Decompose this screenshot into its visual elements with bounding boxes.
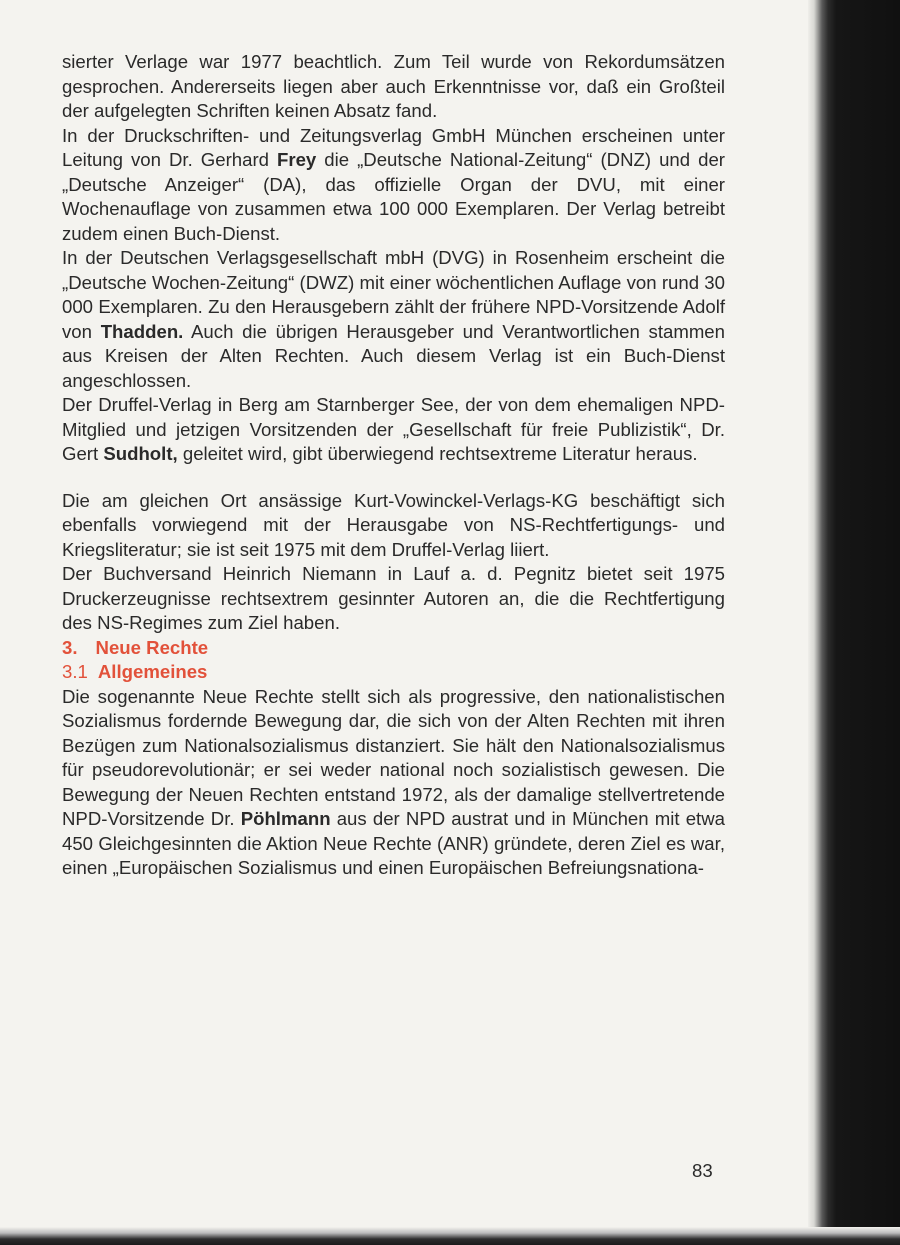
emphasized-name: Pöhlmann bbox=[240, 808, 331, 829]
text-block-neue-rechte bbox=[62, 685, 725, 881]
paragraph-text: Die am gleichen Ort ansässige Kurt-Vowinckel-Verlags-KG beschäftigt sich ebenfalls vorwiegend mit der Herausgabe von NS-Rechtfertigungs- und Kriegsliteratur; sie ist seit 1975 mit dem Druffel-Verlag liiert. bbox=[62, 489, 725, 560]
paragraph-text: Der Buchversand Heinrich Niemann in Lauf a. d. Pegnitz bietet seit 1975 Druckerzeugnisse rechtsextrem gesinnter Autoren an, die die Rechtfertigung des NS-Regimes zum Ziel haben. bbox=[62, 563, 725, 633]
paragraph-text: Die sogenannte Neue Rechte stellt sich als progressive, den nationalistischen Sozialismus fordernde Bewegung dar, die sich von der Alten Rechten mit ihren Bezügen zum Nationalsozialismus distanziert. Sie hält den Nationalsozialismus für pseudorevolutionär; er sei weder national noch sozialistisch gewesen. Die Bewegung der Neuen Rechten entstand 1972, als der damalige stellvertretende NPD-Vorsitzende Dr. bbox=[62, 685, 725, 829]
paragraph-text: Auch die übrigen Herausgeber und Verantwortlichen stammen aus Kreisen der Alten Rechten. Auch diesem Verlag ist ein Buch-Dienst angeschlossen. bbox=[62, 320, 725, 391]
paragraph bbox=[62, 393, 725, 467]
paragraph-text: Der Druffel-Verlag in Berg am Starnberger See, der von dem ehemaligen NPD-Mitglied und jetzigen Vorsitzenden der „Gesellschaft für freie Publizistik“, Dr. Gert bbox=[62, 394, 725, 464]
paragraph-text: In der Druckschriften- und Zeitungsverlag GmbH München erscheinen unter Leitung von Dr. Gerhard bbox=[62, 124, 725, 170]
text-block-more-publishers bbox=[62, 489, 725, 636]
paragraph bbox=[62, 50, 725, 124]
page-bottom-shadow bbox=[0, 1227, 900, 1245]
paragraph bbox=[62, 124, 725, 247]
paragraph-text: sierter Verlage war 1977 beachtlich. Zum Teil wurde von Rekordumsätzen gesprochen. Andererseits liegen aber auch Erkenntnisse vor, daß ein Großteil der aufgelegten Schriften keinen Absatz fand. bbox=[62, 51, 725, 121]
page-body bbox=[62, 50, 725, 881]
book-binding-edge bbox=[808, 0, 900, 1245]
section-heading-3-1 bbox=[62, 660, 725, 685]
paragraph-text: aus der NPD austrat und in München mit etwa 450 Gleichgesinnten die Aktion Neue Rechte (ANR) gründete, deren Ziel es war, einen „Europäischen Sozialismus und einen Europäischen Befreiungsnationa- bbox=[62, 808, 725, 878]
paragraph-text: geleitet wird, gibt überwiegend rechtsextreme Literatur heraus. bbox=[177, 443, 698, 464]
section-number: 3. bbox=[62, 636, 78, 658]
paragraph bbox=[62, 685, 725, 881]
section-heading-3 bbox=[62, 636, 725, 661]
subsection-number: 3.1 bbox=[62, 661, 88, 682]
page-number: 83 bbox=[692, 1160, 713, 1181]
subsection-title: Allgemeines bbox=[97, 661, 208, 682]
paragraph-text: In der Deutschen Verlagsgesellschaft mbH (DVG) in Rosenheim erscheint die „Deutsche Wochen-Zeitung“ (DWZ) mit einer wöchentlichen Auflage von rund 30 000 Exemplaren. Zu den Herausgebern zählt der frühere NPD-Vorsitzende Adolf von bbox=[62, 247, 725, 342]
text-block-publishers bbox=[62, 50, 725, 467]
emphasized-name: Frey bbox=[276, 149, 317, 170]
paragraph bbox=[62, 562, 725, 636]
paragraph-text: die „Deutsche National-Zeitung“ (DNZ) und der „Deutsche Anzeiger“ (DA), das offizielle Organ der DVU, mit einer Wochenauflage von zusammen etwa 100 000 Exemplaren. Der Verlag betreibt zudem einen Buch-Dienst. bbox=[62, 149, 725, 244]
emphasized-name: Sudholt, bbox=[103, 443, 178, 464]
section-title: Neue Rechte bbox=[95, 636, 209, 658]
paragraph bbox=[62, 246, 725, 393]
paragraph bbox=[62, 489, 725, 563]
emphasized-name: Thadden. bbox=[100, 320, 184, 342]
paragraph-gap bbox=[62, 467, 725, 489]
